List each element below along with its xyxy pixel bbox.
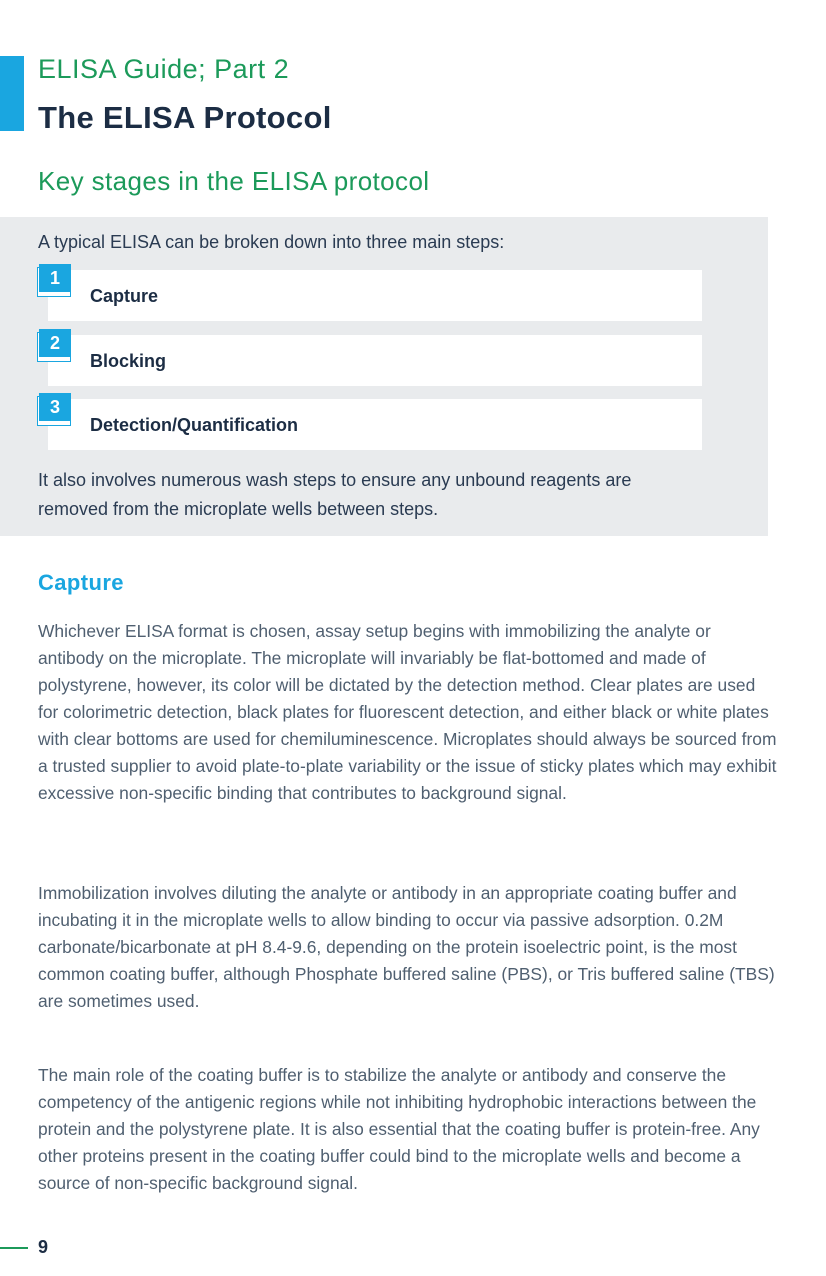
capture-paragraph: The main role of the coating buffer is to stabilize the analyte or antibody and conserve the competency of the antigenic regions while not inhibiting hydrophobic interactions between the protein and the polystyrene plate. It is also essential that the coating buffer is protein-free. Any other proteins present in the coating buffer could bind to the microplate wells and become a source of non-specific background signal.	[38, 1065, 760, 1193]
step-card-capture	[48, 270, 702, 321]
section-heading: Key stages in the ELISA protocol	[38, 166, 430, 196]
header-accent-bar	[0, 56, 24, 131]
capture-paragraph: Whichever ELISA format is chosen, assay setup begins with immobilizing the analyte or antibody on the microplate. The microplate will invariably be flat-bottomed and made of polystyrene, however, its color will be dictated by the detection method. Clear plates are used for colorimetric detection, black plates for fluorescent detection, and either black or white plates with clear bottoms are used for chemiluminescence. Microplates should always be sourced from a trusted supplier to avoid plate-to-plate variability or the issue of sticky plates which may exhibit excessive non-specific binding that contributes to background signal.	[38, 621, 777, 803]
guide-part-label: ELISA Guide; Part 2	[38, 54, 290, 84]
step-label: Capture	[90, 286, 159, 306]
step-number-badge	[37, 332, 70, 362]
capture-heading: Capture	[38, 570, 124, 595]
steps-intro: A typical ELISA can be broken down into three main steps:	[38, 232, 505, 252]
step-label: Detection/Quantification	[90, 415, 299, 435]
step-number: 1	[39, 264, 71, 292]
step-number-badge	[37, 396, 70, 426]
step-label: Blocking	[90, 351, 167, 371]
step-number: 2	[39, 329, 71, 357]
page-title: The ELISA Protocol	[38, 100, 332, 135]
footer-rule	[0, 1247, 28, 1249]
step-number: 3	[39, 393, 71, 421]
step-card-blocking	[48, 335, 702, 386]
step-number-badge	[37, 267, 70, 297]
steps-outro: It also involves numerous wash steps to ensure any unbound reagents are removed from the microplate wells between steps.	[38, 470, 632, 519]
step-card-detection	[48, 399, 702, 450]
capture-paragraph: Immobilization involves diluting the analyte or antibody in an appropriate coating buffer and incubating it in the microplate wells to allow binding to occur via passive adsorption. 0.2M carbonate/bicarbonate at pH 8.4-9.6, depending on the protein isoelectric point, is the most common coating buffer, although Phosphate buffered saline (PBS), or Tris buffered saline (TBS) are sometimes used.	[38, 883, 775, 1011]
page-number: 9	[38, 1237, 49, 1257]
